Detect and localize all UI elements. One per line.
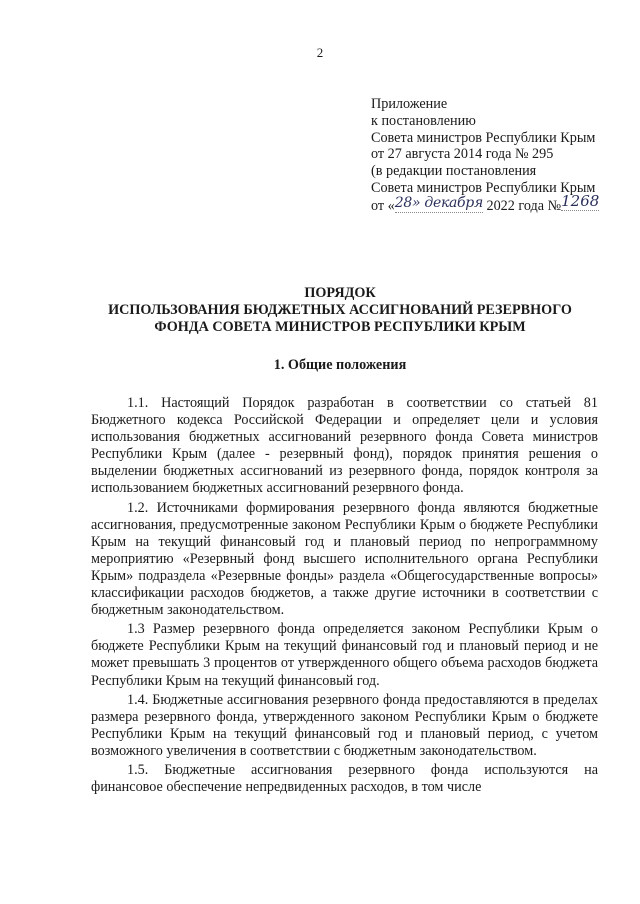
appendix-line: от 27 августа 2014 года № 295 xyxy=(371,146,554,163)
handwritten-date: 28» декабря xyxy=(394,194,483,211)
title-line-2: ИСПОЛЬЗОВАНИЯ БЮДЖЕТНЫХ АССИГНОВАНИЙ РЕЗЕРВНОГО xyxy=(108,302,572,319)
appendix-line: к постановлению xyxy=(371,112,476,129)
date-suffix: 2022 года № xyxy=(482,197,562,214)
paragraph-1-5: 1.5. Бюджетные ассигнования резервного фонда используются на финансовое обеспечение непредвиденных расходов, в том числе xyxy=(91,761,598,796)
paragraph-1-4: 1.4. Бюджетные ассигнования резервного фонда предоставляются в пределах размера резервного фонда, утвержденного законом Республики Крым о бюджете Республики Крым на текущий финансовый год и плановый период, с учетом возможного увеличения в соответствии с бюджетным законодательством. xyxy=(91,691,598,759)
appendix-line: Совета министров Республики Крым xyxy=(371,179,596,196)
appendix-line: (в редакции постановления xyxy=(371,163,537,180)
date-prefix: от « xyxy=(371,197,395,214)
paragraph-1-2: 1.2. Источниками формирования резервного фонда являются бюджетные ассигнования, предусмотренные законом Республики Крым о бюджете Республики Крым на текущий финансовый год и плановый период по непрограммному мероприятию «Резервный фонд высшего исполнительного органа Республики Крым» подраздела «Резервные фонды» раздела «Общегосударственные вопросы» классификации расходов бюджетов, а также другие источники в соответствии с бюджетным законодательством. xyxy=(91,499,598,619)
paragraph-1-3: 1.3 Размер резервного фонда определяется законом Республики Крым о бюджете Республики Крым на текущий финансовый год и плановый период и не может превышать 3 процентов от утвержденного общего объема расходов бюджета Республики Крым на текущий финансовый год. xyxy=(91,621,598,689)
document-title xyxy=(60,285,620,337)
appendix-date-line xyxy=(371,191,633,216)
page-number: 2 xyxy=(316,45,324,60)
body-text xyxy=(91,395,598,796)
title-line-3: ФОНДА СОВЕТА МИНИСТРОВ РЕСПУБЛИКИ КРЫМ xyxy=(154,319,526,336)
paragraph-1-1: 1.1. Настоящий Порядок разработан в соответствии со статьей 81 Бюджетного кодекса Российской Федерации и определяет цели и условия использования бюджетных ассигнований резервного фонда Совета министров Республики Крым (далее - резервный фонд), порядок принятия решения о выделении бюджетных ассигнований из резервного фонда, порядок контроля за использованием бюджетных ассигнований резервного фонда. xyxy=(91,395,598,497)
section-heading: 1. Общие положения xyxy=(273,357,407,373)
appendix-block xyxy=(371,96,633,216)
appendix-line: Приложение xyxy=(371,96,448,112)
appendix-line: Совета министров Республики Крым xyxy=(371,129,596,146)
title-line-1: ПОРЯДОК xyxy=(304,285,376,301)
handwritten-number: 1268 xyxy=(561,191,600,210)
